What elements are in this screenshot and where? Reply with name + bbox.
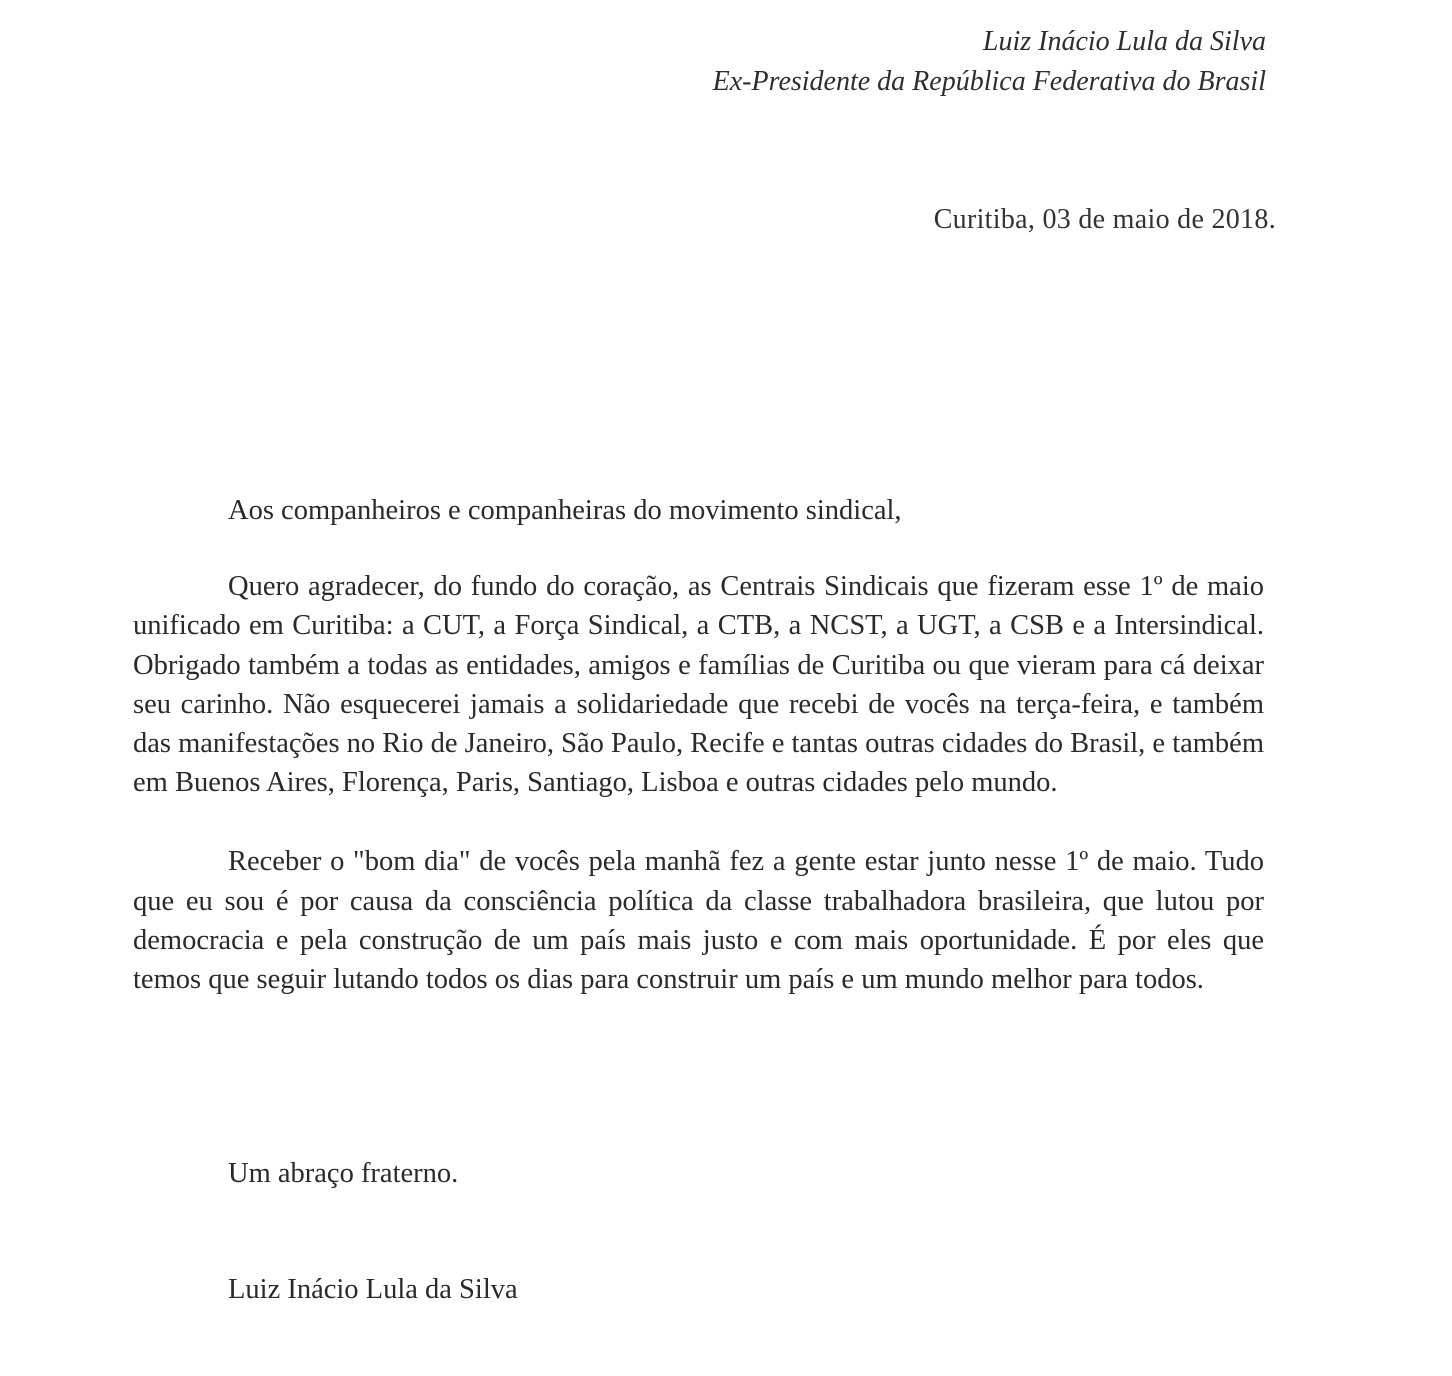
letter-closing: Um abraço fraterno. [228, 1158, 459, 1189]
letterhead [713, 22, 1266, 102]
letter-paragraph-1: Quero agradecer, do fundo do coração, as Centrais Sindicais que fizeram esse 1º de maio unificado em Curitiba: a CUT, a Força Sindical, a CTB, a NCST, a UGT, a CSB e a Intersindical. Obrigado também a todas as entidades, amigos e famílias de Curitiba ou que vieram para cá deixar seu carinho. Não esquecerei jamais a solidariedade que recebi de vocês na terça-feira, e também das manifestações no Rio de Janeiro, São Paulo, Recife e tantas outras cidades do Brasil, e também em Buenos Aires, Florença, Paris, Santiago, Lisboa e outras cidades pelo mundo. [133, 571, 1264, 799]
letter-greeting: Aos companheiros e companheiras do movimento sindical, [228, 495, 902, 526]
letter-body [133, 491, 1264, 999]
letter-date: Curitiba, 03 de maio de 2018. [933, 204, 1276, 235]
letterhead-name: Luiz Inácio Lula da Silva [982, 26, 1266, 57]
letter-paragraph-2: Receber o "bom dia" de vocês pela manhã fez a gente estar junto nesse 1º de maio. Tudo que eu sou é por causa da consciência política da classe trabalhadora brasileira, que lutou por democracia e pela construção de um país mais justo e com mais oportunidade. É por eles que temos que seguir lutando todos os dias para construir um país e um mundo melhor para todos. [133, 846, 1264, 996]
letterhead-title: Ex-Presidente da República Federativa do Brasil [712, 66, 1266, 97]
letter-signature: Luiz Inácio Lula da Silva [228, 1274, 518, 1305]
